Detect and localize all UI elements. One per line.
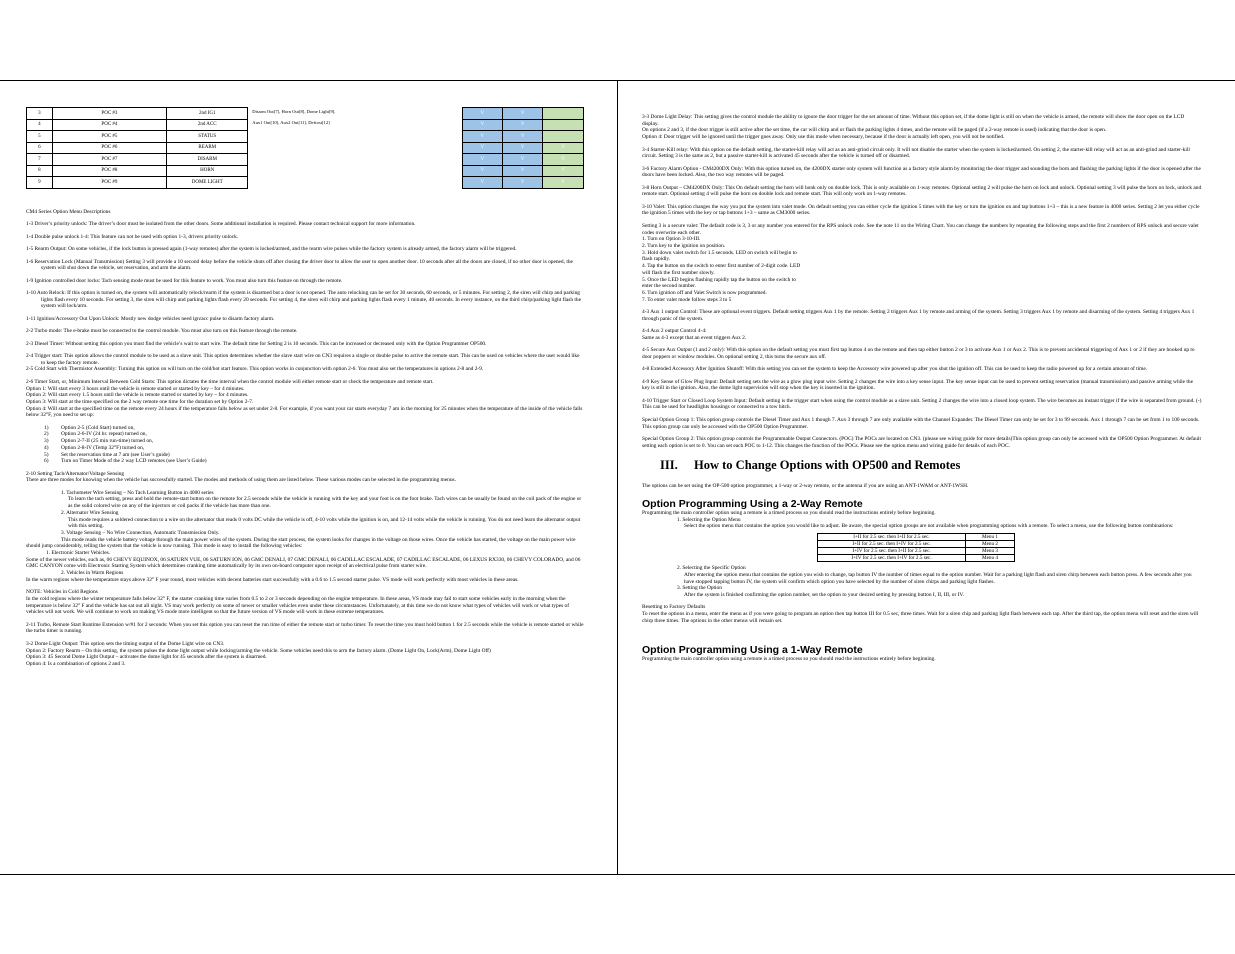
step-3-text: After the system is finished confirming the option number, set the option to your desired setting by pressing button I, II, III, or IV. [684, 591, 964, 598]
poc-check-cell: V [503, 165, 543, 177]
heading-2-way-remote: Option Programming Using a 2-Way Remote [642, 498, 863, 511]
mode-1-title: 1. Tachometer Wire Sensing – No Tach Learning Button in 4000 series [61, 489, 214, 496]
poc-row [27, 108, 584, 120]
secure-step: 4. Tap the button on the switch to enter first number of 2-digit code. LED [642, 263, 801, 270]
poc-number-cell: 3 [27, 108, 53, 120]
intro-2-way: Programming the main controller option using a remote is a timed process so you should read the instructions entirely before beginning. [642, 510, 936, 517]
step-2-title: 2. Selecting the Specific Option [677, 565, 746, 572]
menu-number-cell: Menu 2 [966, 541, 1015, 548]
option-1-5: 1-5 Rearm Output: On some vehicles, if the lock button is pressed again (1-way remotes) after the system is locked/armed, and the rearm wire pulses while the factory system is already armed, the factory alarm will be triggered. [26, 246, 517, 253]
option-4-10: 4-10 Trigger Start or Closed Loop System Input: Default setting is the trigger start when using the control module as a slave unit. Setting 2 changes the wire into a closed loop system. The wire becomes an instant trigger if the wire is separated from ground. (-) This can be used for headlights housings or connected to a tow hitch. [642, 397, 1202, 411]
option-3-3-b: On options 2 and 3, if the door trigger is still active after the set time, the car will chirp and or flash the parking lights 4 times, and the remote will be paged (if a 2-way remote is used) indicating that the door is open. [642, 127, 1107, 134]
option-2-11: 2-11 Turbo, Remote Start Runtime Extension w/#1 for 2 seconds: When you set this option you can reset the run time of either the remote start or turbo timer. To reset the time you must hold button 1 for 2.5 seconds while the vehicle is remote started or while the turbo timer is running. [26, 621, 584, 635]
step-item: 3) Option 2-7-II (25 min run-time) turned on, [44, 438, 154, 445]
poc-table [26, 107, 584, 189]
poc-wire-cell: REARM [167, 142, 248, 154]
option-1-6: 1-6 Reservation Lock (Manual Transmission) Setting 3 will provide a 10 second delay before the vehicle shuts off after closing the driver door to allow the user to open another door. 10 seconds after all the doors are closed, if no other door is opened, the system will shut down the vehicle, set reservation, and arm the alarm. [26, 258, 573, 272]
option-1-10: 1-10 Auto Relock: If this option is turned on, the system will automatically relock/rearm if the system is disarmed but a door is not opened. The auto relocking can be set for 30 seconds, 60 seconds, or 5 minutes. For setting 2, the siren will chirp and parking lights flash every 10 seconds. For setting 3, the siren will chirp and parking lights flash every 20 seconds. For setting 4, the siren will chirp and parking lights flash every 1 minute, 40 seconds. In every instance, on the third chirp/parking light flash the system will lock/arm. [26, 290, 582, 310]
option-3-2-opt4: Option 4: Is a combination of options 2 and 3. [26, 660, 126, 667]
poc-wire-cell: HORN [167, 165, 248, 177]
warm-text: In the warm regions where the temperature stays above 32° F year round, most vehicles with decent batteries start successfully with a 0.6 to 1.5 second starter pulse. VS mode will work perfectly with most vehicles in these areas. [26, 576, 519, 583]
option-3-3: 3-3 Dome Light Delay: This setting gives the control module the ability to ignore the door trigger for the set amount of time. Without this option set, if the dome light is still on when the vehicle is armed, the remote will show the door open on the LCD display. [642, 114, 1185, 127]
poc-note-cell [248, 131, 462, 143]
poc-check-cell [543, 108, 584, 120]
poc-check-cell: V [503, 131, 543, 143]
option-2-6-heading: 2-6 Timer Start, or, Minimum Interval Between Cold Starts: This option dictates the time interval when the control module will either remote start or check the temperature and remote start. [26, 378, 434, 385]
option-1-9: 1-9 Ignition controlled door locks: Tach sensing mode must be used for this feature to work. You must also turn this feature on through the remote. [26, 277, 343, 284]
poc-check-cell: V [462, 108, 502, 120]
option-1-11: 1-11 Ignition/Accessory Out Upon Unlock: Mostly new dodge vehicles need ign/acc pulse to disarm factory alarm. [26, 315, 275, 322]
menu-combo-row [818, 534, 1015, 541]
note-text: In the cold regions where the winter temperature falls below 32° F, the starter cranking time varies from 0.5 to 2 or 3 seconds depending on the engine temperature. In these areas, VS mode may fail to start some vehicles early in the morning when the temperature is below 32° F and the vehicle has sat out all night. VS may work perfectly on some of newer or smaller vehicles even under these circumstances. Unfortunately, at this time we do not know what types of vehicles will work or what types of vehicles will not work. We will continue to work on making VS mode more intelligent so that the future version of VS mode will work in these extreme temperatures. [26, 595, 570, 616]
step-3-title: 3. Setting the Option [677, 585, 722, 592]
secure-step: 5. Once the LED begins flashing rapidly tap the button on the switch to [642, 276, 796, 283]
option-3-2-opt2: Option 2: Factory Rearm – On this setting, the system pulses the dome light output while locking/arming the vehicle. Some vehicles need this to arm the factory alarm. (Dome Light On, Lock(Arm), Dome Light Off) [26, 647, 491, 654]
button-combo-cell: I+II for 2.5 sec. then I+IV for 2.5 sec. [818, 541, 966, 548]
mode-3-text: This mode reads the vehicle battery voltage through the main power wires of the system. During the start process, the system looks for changes in the voltage on those wires. Once the vehicle has started, the voltage on the main power wire should jump considerably, telling the system that the vehicle is now running. This mode is easy to install the following vehicles: [26, 536, 576, 550]
poc-number-cell: 6 [27, 142, 53, 154]
poc-name-cell: POC #6 [52, 142, 166, 154]
option-4-4-b: Same as 4-3 except that an event triggers Aux 2. [642, 334, 747, 341]
secure-step: 6. Turn ignition off and Valet Switch is now programmed. [642, 289, 767, 296]
step-1-title: 1. Selecting the Option Menu [677, 516, 741, 523]
option-2-10-intro: There are three modes for knowing when the vehicle has successfully started. The modes and methods of using them are listed below. These various modes can be selected in the programming menus. [26, 477, 456, 484]
mode-2-text: This mode requires a soldered connection to a wire on the alternator that reads 0 volts DC while the vehicle is off, 4-10 volts while the ignition is on, and 12-14 volts while the vehicle is running. You do not need learn the alternator output with this setting. [68, 516, 581, 530]
button-combo-cell: I+IV for 2.5 sec. then I+II for 2.5 sec. [818, 548, 966, 555]
secure-step: 7. To enter valet mode follow steps 3 to 5 [642, 296, 732, 303]
sub-item-warm: 2. Vehicles in Warm Regions [61, 570, 124, 577]
right-text [642, 114, 1202, 663]
poc-check-cell: V [503, 154, 543, 166]
poc-note-cell [248, 165, 462, 177]
option-2-2: 2-2 Turbo mode: The e-brake must be connected to the control module. You must also turn on this feature through the remote. [26, 328, 298, 335]
step-item: 4) Option 2-8-IV (Temp 32°F) turned on, [44, 444, 145, 451]
poc-row [27, 119, 584, 131]
electronic-text: Some of the newer vehicles, such as, 06 CHEVY EQUINOX, 06 SATURN VUE, 06 SATURN ION, 06 GMC DENALI, 07 GMC DENALI, 06 CADILLAC ESCALADE, 07 CADILLAC ESCALADE, 06 LEXUS RX330, 06 CHEVY COLORADO, and 06 GMC CANYON come with Electronic Starting System which determines cranking time automatically by its own on-board computer upon receipt of an electrical pulse from starter wire. [26, 556, 581, 570]
mode-1-text: To learn the tach setting, press and hold the remote-start button on the remote for 2.5 seconds while the vehicle is running with the key and your foot is on the foot brake. Tach wires can be usually be found on the coil pack of the engine or as the solid colored wire on any of the injectors or coil packs if the vehicle has more than one. [68, 496, 582, 510]
poc-check-cell: V [503, 108, 543, 120]
poc-name-cell: POC #3 [52, 108, 166, 120]
poc-check-cell: V [462, 154, 502, 166]
option-2-6-line: Option 1: Will start every 3 hours until the vehicle is remote started or started by key – for 4 minutes. [26, 385, 245, 392]
option-2-4: 2-4 Trigger start: This option allows the control module to be used as a slave unit. This option determines whether the slave start wire on CN3 requires a single or double pulse to active the remote start. This can be used on vehicles where the user would like to keep the factory remote. [26, 353, 580, 366]
option-4-3: 4-3 Aux 1 output Control: These are optional event triggers. Default setting triggers Aux 1 by the remote. Setting 2 triggers Aux 1 by remote and arming of the system. Setting 3 triggers Aux 1 by remote and disarming of the system. Setting 4 triggers Aux 1 through panic of the system. [642, 309, 1195, 322]
poc-check-cell: V [543, 142, 584, 154]
option-1-3: 1-3 Driver’s priority unlock: The driver’s door must be isolated from the other doors. Some additional installation is required. Please contact technical support for more information. [26, 221, 416, 228]
option-1-4: 1-4 Double pulse unlock 1-4: This feature can not be used with option 1-3, drivers priority unlock. [26, 233, 239, 240]
left-page [26, 81, 584, 874]
poc-wire-cell: STATUS [167, 131, 248, 143]
poc-wire-cell: DOME LIGHT [167, 177, 248, 189]
poc-number-cell: 9 [27, 177, 53, 189]
poc-check-cell: V [462, 119, 502, 131]
option-4-5: 4-5 Secure Aux Output (1 and 2 only): With this option on the default setting you must first tap button 4 on the remote and then tap either button 2 or 3 to activate Aux 1 or Aux 2. This is to prevent accidental triggering of Aux 1 or 2 if they are hooked up to door poppers or window modules. On optional setting 2, this turns the secure aux off. [642, 347, 1195, 360]
poc-check-cell [543, 131, 584, 143]
poc-wire-cell: 2nd ACC [167, 119, 248, 131]
mode-2-title: 2. Alternator Wire Sensing [61, 509, 119, 516]
mode-3-title: 3. Voltage Sensing – No Wire Connection, Automatic Transmission Only. [61, 529, 220, 536]
section-title: How to Change Options with OP500 and Remotes [694, 458, 961, 473]
option-4-8: 4-8 Extended Accessory After Ignition Shutoff: With this setting you can set the system to keep the Accessory wire powered up after you shut the ignition off. This can be used to keep the radio powered up for a certain amount of time. [642, 366, 1148, 373]
document-spread [0, 80, 1235, 875]
poc-wire-cell: DISARM [167, 154, 248, 166]
poc-row [27, 131, 584, 143]
poc-check-cell: V [503, 119, 543, 131]
poc-note-cell [248, 154, 462, 166]
option-3-2-heading: 3-2 Dome Light Output: This option sets the timing output of the Dome Light wire on CN3. [26, 640, 225, 647]
reset-text: To reset the options in a menu, enter the menu as if you were going to program an option then tap button III for 0.5 sec, three times. Wait for a siren chip and parking light flash between each tap. After the third tap, the option menu will reset and the siren will chirp three times. The options in the other menus will remain set. [642, 611, 1199, 624]
step-2-text: After entering the option menu that contains the option you wish to change, tap button IV the number of times equal to the option number. Wait for a parking light flash and siren chirp between each button press. A few seconds after you have stopped tapping button IV, the system will confirm which option you have selected by the number of siren chirps and parking light flashes. [684, 571, 1192, 585]
menu-number-cell: Menu 1 [966, 534, 1015, 541]
button-combo-cell: I+IV for 2.5 sec. then I+IV for 2.5 sec. [818, 555, 966, 562]
poc-check-cell: V [462, 142, 502, 154]
step-item: 5) Set the reservation time at 7 am (see User’s guide) [44, 451, 170, 458]
option-3-10: 3-10 Valet: This option changes the way you put the system into valet mode. On default setting you can either cycle the ignition 5 times with the key or turn the ignition on and tap buttons 1+3 – this is a new feature in 4000 series. Setting 2 let you either cycle the ignition 5 times with the key or tap buttons 1+3 – same as CM3000 series. [642, 203, 1200, 217]
option-3-8: 3-8 Horn Output – CM4200DX Only: This On default setting the horn will honk only on double lock. This is only available on 1-way remotes. Optional setting 2 will pulse the horn on lock and unlock. Optional setting 3 will pulse the horn on lock, unlock and remote start. Optional setting 4 will pulse the horn on double lock and remote start. This will only work on 1-way remotes. [642, 184, 1202, 198]
poc-check-cell: V [503, 177, 543, 189]
poc-row [27, 154, 584, 166]
poc-check-cell: V [543, 165, 584, 177]
options-heading: CM4 Series Option Menu Descriptions [26, 209, 111, 215]
option-2-6-line: Option 3: Will start at the time specified on the 2 way remote one time for the duration set by Option 2-7. [26, 398, 254, 405]
option-3-3-c: Option 4: Door trigger will be ignored until the trigger goes away. Only use this mode when necessary, because if the door is actually left open, you will not be notified. [642, 134, 1005, 141]
poc-number-cell: 4 [27, 119, 53, 131]
step-1-text: Select the option menu that contains the option you would like to adjust. Be aware, the special option groups are not available when programming options with a remote. To select a menu, use the following button combinations: [684, 523, 1174, 530]
menu-combo-row [818, 548, 1015, 555]
secure-step: enter the second number. [642, 283, 696, 290]
poc-number-cell: 5 [27, 131, 53, 143]
poc-name-cell: POC #8 [52, 165, 166, 177]
option-2-5: 2-5 Cold Start with Thermistor Assembly: Turning this option on will turn on the cold/hot start feature. This option works in conjunction with option 2-6. You must also set the temperatures in options 2-8 and 2-9. [26, 366, 484, 373]
special-option-group-2: Special Option Group 2: This option group controls the Programmable Output Connectors. (POC) The POCs are located on CN3. (please see wiring guide for more details)This option group can only be accessed with the OP500 Option Programmer. At default setting each option is set to 0. You can set each POC to 1-12. This changes the function of the POCs. Please see the option menu and wiring guide for details of each POC. [642, 435, 1201, 449]
secure-step: 3. Hold down valet switch for 1.5 seconds. LED on switch will begin to [642, 249, 797, 256]
poc-check-cell: V [462, 131, 502, 143]
secure-step: flash rapidly. [642, 256, 671, 263]
menu-combo-row [818, 555, 1015, 562]
poc-wire-cell: 2nd IG1 [167, 108, 248, 120]
poc-check-cell: V [462, 165, 502, 177]
poc-check-cell [543, 119, 584, 131]
right-page [642, 81, 1202, 874]
intro-1-way: Programming the main controller option using a remote is a timed process so you should read the instructions entirely before beginning. [642, 656, 936, 663]
poc-name-cell: POC #9 [52, 177, 166, 189]
option-2-6-line: Option 2: Will start every 1.5 hours until the vehicle is remote started or started by key – for 4 minutes. [26, 392, 249, 399]
poc-row [27, 177, 584, 189]
step-item: 2) Option 2-6-IV (24 hr. repeat) turned on, [44, 431, 147, 438]
note-heading: NOTE: Vehicles in Cold Regions [26, 589, 98, 596]
poc-row [27, 165, 584, 177]
poc-number-cell: 7 [27, 154, 53, 166]
option-4-9: 4-9 Key Sense of Glow Plug Input: Default setting sets the wire as a glow plug input wire. Setting 2 changes the wire into a key sense input. The key sense input can be used to prevent setting reservation (manual transmission) and passive arming while the key is still in the ignition. Also, the dome light supervision will stop when the key is inserted in the ignition. [642, 378, 1193, 392]
secure-step: 2. Turn key to the ignition on position. [642, 242, 726, 249]
menu-combo-row [818, 541, 1015, 548]
poc-note-cell: Disarm Out[7], Horn Out[8], Dome Light[9], [252, 108, 336, 114]
button-combo-cell: I+II for 2.5 sec. then I+II for 2.5 sec. [818, 534, 966, 541]
menu-combo-table [817, 533, 1015, 562]
poc-check-cell: V [503, 142, 543, 154]
poc-name-cell: POC #7 [52, 154, 166, 166]
heading-1-way-remote: Option Programming Using a 1-Way Remote [642, 644, 863, 657]
poc-check-cell: V [462, 177, 502, 189]
poc-name-cell: POC #5 [52, 131, 166, 143]
option-3-4: 3-4 Starter-Kill relay: With this option on the default setting, the starter-kill relay will act as an anti-grind circuit only. It will not disable the starter when the system is locked/armed. On setting 2, the starter-kill relay will act as an anti-grind and starter-kill circuit. Setting 3 is the same as 2, but a passive starter-kill is activated 45 seconds after the vehicle is turned off or disarmed. [642, 146, 1190, 160]
option-2-3: 2-3 Diesel Timer: Without setting this option you must find the vehicle’s wait to start wire. The default time for Setting 2 is 10 seconds. This can be increased or decreased only with the Option Programmer OP500. [26, 340, 487, 347]
special-option-group-1: Special Option Group 1: This option group controls the Diesel Timer and Aux 1 though 7. Aux 3 through 7 are only available with the Channel Expander. The Diesel Timer can only be set for 3 to 99 seconds. Aux 1 through 7 can be set from 1 to 100 seconds. This option group can only be accessed with the OP500 Option Programmer. [642, 416, 1200, 430]
step-item: 6) Turn on Timer Mode of the 2 way LCD remotes (see User’s Guide) [44, 458, 207, 465]
section-number: III. [660, 458, 678, 473]
option-2-6-line: Option 4: Will start at the specified time on the remote every 24 hours if the temperature falls below as set under 2-8. For example, if you want your car starts everyday 7 am in the morning for 25 minutes when the temperature of the inside of the vehicle falls below 32°F, you need to set up: [26, 405, 583, 419]
page-divider [617, 81, 618, 874]
option-3-6: 3-6 Factory Alarm Option - CM4200DX Only: With this option turned on, the 4200DX starter only system will function as a factory style alarm by monitoring the door trigger and sounding the horn and flashing the parking lights if the door is opened after the doors have been locked. Also, the two way remotes will be paged. [642, 165, 1201, 179]
option-4-4: 4-4 Aux 2 output Control 4-4: [642, 328, 707, 335]
poc-check-cell: V [543, 177, 584, 189]
menu-number-cell: Menu 3 [966, 548, 1015, 555]
poc-note-cell [248, 142, 462, 154]
menu-number-cell: Menu 4 [966, 555, 1015, 562]
secure-valet-intro: Setting 3 is a secure valet: The default code is 3, 3 or any number you entered for the RPS unlock code. See the note 11 on the Wiring Chart. You can change the numbers by repeating the following steps and the first 2 numbers of RPS unlock and secure valet codes overwrite each other. [642, 222, 1199, 236]
reset-heading: Resetting to Factory Defaults [642, 604, 706, 611]
option-2-10-heading: 2-10 Setting Tach/Alternator/Voltage Sensing [26, 470, 125, 477]
left-text [26, 209, 584, 668]
poc-note-cell [248, 177, 462, 189]
sub-item-electronic: 1. Electronic Starter Vehicles. [46, 550, 111, 557]
option-3-2-opt3: Option 3: 45 Second Dome Light Output – activates the dome light for 45 seconds after the system is disarmed. [26, 654, 267, 661]
poc-name-cell: POC #4 [52, 119, 166, 131]
poc-row [27, 142, 584, 154]
secure-step: will flash the first number slowly. [642, 269, 715, 276]
section-heading [642, 458, 1202, 473]
poc-check-cell: V [543, 154, 584, 166]
secure-step: 1. Turn on Option 3-10-III. [642, 236, 701, 243]
poc-number-cell: 8 [27, 165, 53, 177]
step-item: 1) Option 2-5 (Cold Start) turned on, [44, 424, 135, 431]
section-intro: The options can be set using the OP-500 option programmer, a 1-way or 2-way remote, or the antenna if you are using an ANT-1WAM or ANT-1WSH. [642, 483, 969, 490]
poc-note-cell: Aux1 Out[10], Aux2 Out[11], Defrost[12] [252, 120, 330, 125]
